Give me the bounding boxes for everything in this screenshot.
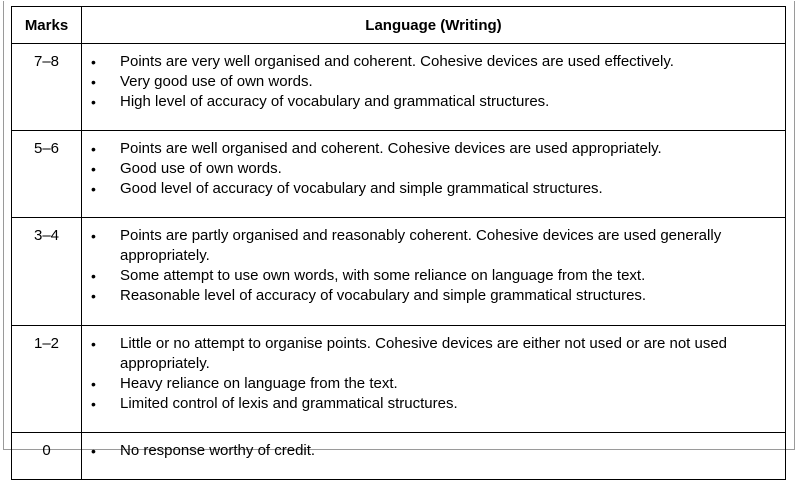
descriptor-text: Good use of own words. [120, 160, 282, 177]
table-row [12, 326, 786, 433]
table-row [12, 131, 786, 218]
descriptor-text: Good level of accuracy of vocabulary and simple grammatical structures. [120, 180, 603, 197]
list-item [82, 266, 785, 286]
descriptor-list [82, 226, 785, 306]
marks-cell: 5–6 [12, 131, 82, 218]
descriptor-text: High level of accuracy of vocabulary and grammatical structures. [120, 93, 550, 110]
descriptor-cell [82, 218, 786, 326]
descriptor-cell [82, 44, 786, 131]
bullet-icon: • [91, 396, 96, 412]
descriptor-list [82, 334, 785, 414]
descriptor-text: Points are partly organised and reasonably coherent. Cohesive devices are used generally appropriately. [120, 227, 722, 264]
bullet-icon: • [91, 443, 96, 459]
descriptor-text: Some attempt to use own words, with some reliance on language from the text. [120, 267, 646, 284]
marks-cell: 3–4 [12, 218, 82, 326]
descriptor-cell [82, 131, 786, 218]
bullet-icon: • [91, 376, 96, 392]
list-item [82, 52, 785, 72]
table-row [12, 44, 786, 131]
bullet-icon: • [91, 336, 96, 352]
list-item [82, 179, 785, 199]
bullet-icon: • [91, 288, 96, 304]
bullet-icon: • [91, 228, 96, 244]
descriptor-cell [82, 326, 786, 433]
language-header: Language (Writing) [82, 7, 786, 44]
descriptor-cell [82, 433, 786, 480]
bullet-icon: • [91, 268, 96, 284]
bullet-icon: • [91, 181, 96, 197]
list-item [82, 334, 785, 374]
list-item [82, 226, 785, 266]
header-row [12, 7, 786, 44]
mark-scheme-table [11, 6, 786, 480]
bullet-icon: • [91, 141, 96, 157]
list-item [82, 72, 785, 92]
descriptor-text: No response worthy of credit. [120, 442, 316, 459]
bullet-icon: • [91, 94, 96, 110]
bullet-icon: • [91, 54, 96, 70]
marks-cell: 7–8 [12, 44, 82, 131]
table-row [12, 433, 786, 480]
list-item [82, 441, 785, 461]
descriptor-text: Points are very well organised and coherent. Cohesive devices are used effectively. [120, 53, 674, 70]
list-item [82, 159, 785, 179]
marks-cell: 0 [12, 433, 82, 480]
list-item [82, 139, 785, 159]
marks-header: Marks [12, 7, 82, 44]
list-item [82, 374, 785, 394]
list-item [82, 92, 785, 112]
table-row [12, 218, 786, 326]
bullet-icon: • [91, 74, 96, 90]
descriptor-text: Limited control of lexis and grammatical structures. [120, 395, 458, 412]
list-item [82, 286, 785, 306]
descriptor-text: Points are well organised and coherent. Cohesive devices are used appropriately. [120, 140, 662, 157]
list-item [82, 394, 785, 414]
bullet-icon: • [91, 161, 96, 177]
descriptor-text: Very good use of own words. [120, 73, 313, 90]
descriptor-list [82, 441, 785, 461]
descriptor-list [82, 52, 785, 112]
descriptor-text: Reasonable level of accuracy of vocabulary and simple grammatical structures. [120, 287, 647, 304]
descriptor-text: Little or no attempt to organise points. Cohesive devices are either not used or are not used appropriately. [120, 335, 728, 372]
marks-cell: 1–2 [12, 326, 82, 433]
descriptor-text: Heavy reliance on language from the text. [120, 375, 398, 392]
descriptor-list [82, 139, 785, 199]
